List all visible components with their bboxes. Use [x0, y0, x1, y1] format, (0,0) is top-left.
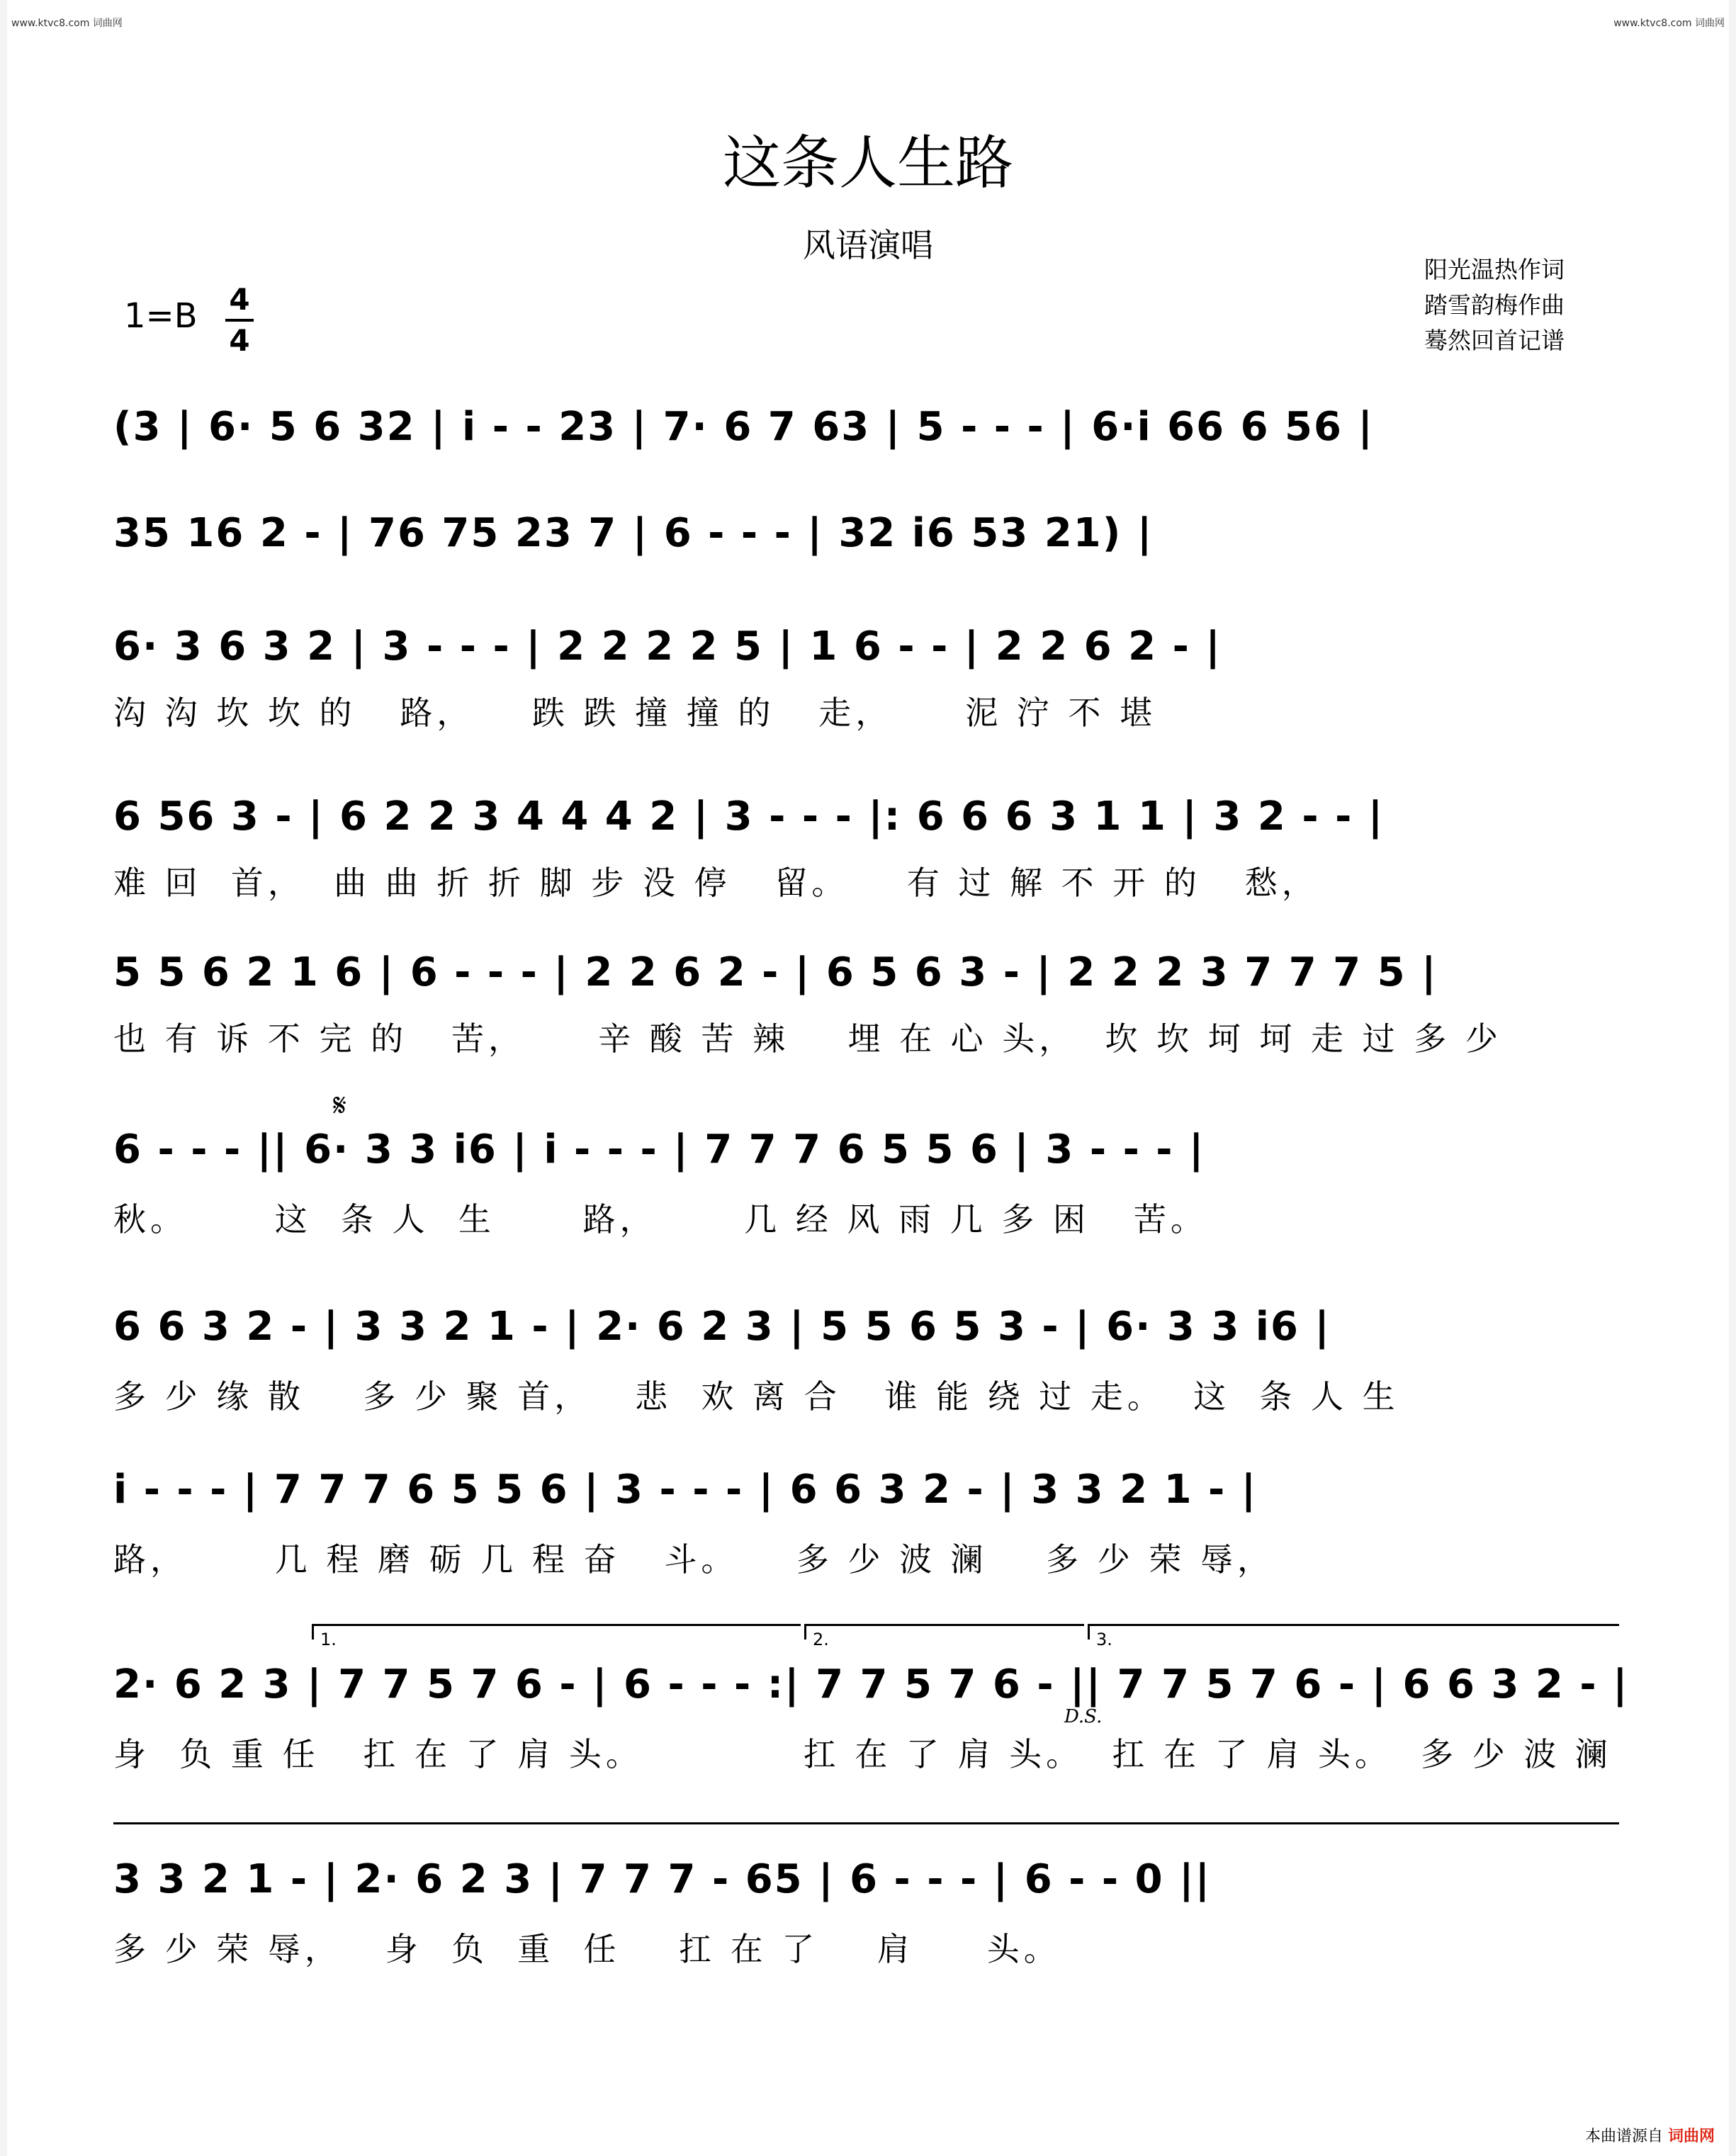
score-line-4-notes: 6 56 3 - | 6 2 2 3 4 4 4 2 | 3 - - - |: 6 6 6 3 1 1 | 3 2 - - | — [113, 794, 1385, 840]
lyricist-credit: 阳光温热作词 — [1424, 256, 1565, 283]
volta-label-3: 3. — [1096, 1630, 1112, 1649]
song-title: 这条人生路 — [722, 130, 1013, 197]
transcriber-credit: 蓦然回首记谱 — [1424, 327, 1565, 354]
key-signature: 1=B — [124, 296, 198, 336]
footer-prefix: 本曲谱源自 — [1584, 2128, 1663, 2145]
score-line-7-lyrics: 多 少 缘 散 多 少 聚 首， 悲 欢 离 合 谁 能 绕 过 走。 这 条 人 生 — [113, 1377, 1399, 1416]
site-mark-right: www.ktvc8.com 词曲网 — [1613, 18, 1725, 29]
score-line-1-notes: (3 | 6· 5 6 32 | i - - 23 | 7· 6 7 63 | 5 - - - | 6·i 66 6 56 | — [113, 404, 1374, 450]
score-line-4-lyrics: 难 回 首， 曲 曲 折 折 脚 步 没 停 留。 有 过 解 不 开 的 愁， — [113, 864, 1319, 902]
footer-source[interactable] — [1585, 2124, 1715, 2146]
dal-segno-mark: D.S. — [1064, 1706, 1103, 1727]
volta-bracket-2-start — [804, 1624, 806, 1639]
score-line-10-notes: 3 3 2 1 - | 2· 6 2 3 | 7 7 7 - 65 | 6 - - - | 6 - - 0 || — [113, 1856, 1212, 1902]
time-signature-bottom: 4 — [229, 323, 250, 358]
composer-credit: 踏雪韵梅作曲 — [1424, 291, 1565, 319]
song-subtitle: 风语演唱 — [803, 226, 933, 264]
right-border — [1729, 0, 1736, 2156]
score-line-9-lyrics: 身 负 重 任 扛 在 了 肩 头。 扛 在 了 肩 头。 扛 在 了 肩 头。 多 少 波 澜 — [113, 1735, 1613, 1773]
volta-bracket-3-continuation — [113, 1822, 1619, 1824]
score-line-6-notes: 6 - - - || 6· 3 3 i6 | i - - - | 7 7 7 6 5 5 6 | 3 - - - | — [113, 1127, 1205, 1173]
time-signature — [225, 283, 254, 357]
score-line-8-notes: i - - - | 7 7 7 6 5 5 6 | 3 - - - | 6 6 3 2 - | 3 3 2 1 - | — [113, 1467, 1258, 1513]
volta-bracket-2 — [804, 1624, 1084, 1626]
score-line-10-lyrics: 多 少 荣 辱， 身 负 重 任 扛 在 了 肩 头。 — [113, 1930, 1061, 1968]
left-border — [0, 0, 7, 2156]
volta-label-1: 1. — [320, 1630, 337, 1649]
score-line-5-lyrics: 也 有 诉 不 完 的 苦， 辛 酸 苦 辣 埋 在 心 头， 坎 坎 坷 坷 走 过 多 少 — [113, 1020, 1502, 1058]
score-line-5-notes: 5 5 6 2 1 6 | 6 - - - | 2 2 6 2 - | 6 5 6 3 - | 2 2 2 3 7 7 7 5 | — [113, 949, 1438, 995]
volta-bracket-1 — [312, 1624, 801, 1626]
score-line-6-lyrics: 秋。 这 条 人 生 路， 几 经 风 雨 几 多 困 苦。 — [113, 1200, 1207, 1238]
time-signature-top: 4 — [229, 282, 250, 317]
segno-sign: 𝄋 — [333, 1088, 346, 1124]
score-line-8-lyrics: 路， 几 程 磨 砺 几 程 奋 斗。 多 少 波 澜 多 少 荣 辱， — [113, 1540, 1275, 1579]
volta-bracket-3 — [1088, 1624, 1619, 1626]
volta-bracket-1-start — [312, 1624, 314, 1639]
volta-bracket-3-start — [1088, 1624, 1090, 1639]
score-line-3-lyrics: 沟 沟 坎 坎 的 路， 跌 跌 撞 撞 的 走， 泥 泞 不 堪 — [113, 694, 1157, 732]
volta-label-2: 2. — [813, 1630, 829, 1649]
footer-brand[interactable]: 词曲网 — [1667, 2128, 1715, 2145]
score-line-7-notes: 6 6 3 2 - | 3 3 2 1 - | 2· 6 2 3 | 5 5 6 5 3 - | 6· 3 3 i6 | — [113, 1304, 1331, 1350]
time-signature-bar — [225, 319, 254, 322]
score-line-3-notes: 6· 3 6 3 2 | 3 - - - | 2 2 2 2 5 | 1 6 - - | 2 2 6 2 - | — [113, 623, 1222, 670]
score-line-9-notes: 2· 6 2 3 | 7 7 5 7 6 - | 6 - - - :| 7 7 5 7 6 - || 7 7 5 7 6 - | 6 6 3 2 - | — [113, 1661, 1629, 1708]
site-mark-left: www.ktvc8.com 词曲网 — [11, 18, 123, 29]
score-line-2-notes: 35 16 2 - | 76 75 23 7 | 6 - - - | 32 i6 53 21) | — [113, 510, 1154, 556]
